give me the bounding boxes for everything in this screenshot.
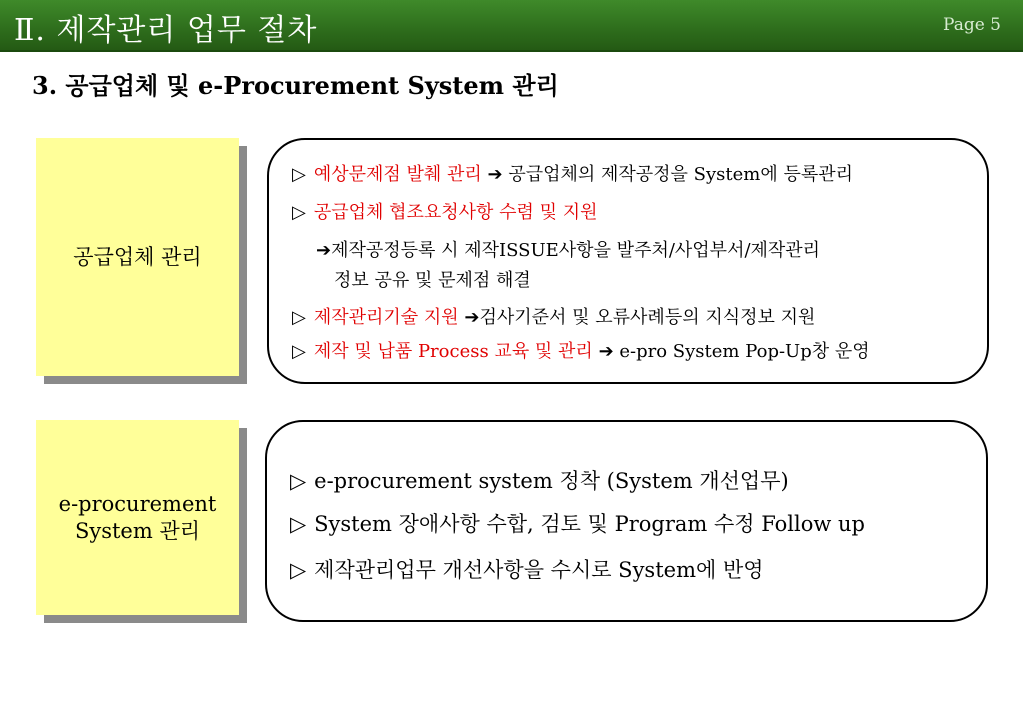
- triangle-icon: ▷: [290, 469, 307, 493]
- triangle-icon: ▷: [292, 307, 306, 328]
- arrow-icon: ➔: [598, 341, 614, 362]
- list-item: [292, 198, 598, 224]
- page-number: Page 5: [943, 15, 1001, 35]
- arrow-icon: ➔: [464, 307, 480, 328]
- list-item: [292, 160, 853, 186]
- triangle-icon: ▷: [290, 512, 307, 536]
- supplier-management-box: [36, 138, 239, 376]
- eprocurement-label-line1: e-procurement: [58, 491, 217, 516]
- item-highlight: 제작 및 납품 Process 교육 및 관리: [313, 341, 593, 362]
- page-subtitle: 3. 공급업체 및 e-Procurement System 관리: [32, 71, 559, 100]
- item-text: 제작관리업무 개선사항을 수시로 System에 반영: [314, 558, 764, 582]
- arrow-icon: ➔: [316, 240, 332, 261]
- header-bar: [0, 0, 1023, 52]
- item-text: 제작공정등록 시 제작ISSUE사항을 발주처/사업부서/제작관리: [331, 240, 821, 261]
- triangle-icon: ▷: [292, 341, 306, 362]
- item-text: 검사기준서 및 오류사례등의 지식정보 지원: [479, 307, 816, 328]
- item-text: e-procurement system 정착 (System 개선업무): [314, 469, 789, 493]
- item-highlight: 제작관리기술 지원: [313, 307, 459, 328]
- list-item: [290, 508, 865, 538]
- list-item: [292, 303, 815, 329]
- eprocurement-label-line2: System 관리: [74, 518, 201, 543]
- triangle-icon: ▷: [292, 202, 306, 223]
- section-title: Ⅱ. 제작관리 업무 절차: [14, 13, 318, 48]
- item-highlight: 공급업체 협조요청사항 수렴 및 지원: [313, 202, 598, 223]
- item-text: System 장애사항 수합, 검토 및 Program 수정 Follow up: [314, 512, 865, 536]
- item-text: e-pro System Pop-Up창 운영: [619, 341, 870, 362]
- eprocurement-management-box: [36, 420, 239, 615]
- triangle-icon: ▷: [292, 164, 306, 185]
- list-item: [334, 266, 531, 292]
- list-item: [316, 236, 820, 262]
- item-text: 공급업체의 제작공정을 System에 등록관리: [508, 164, 854, 185]
- item-text: 정보 공유 및 문제점 해결: [334, 270, 531, 291]
- list-item: [292, 337, 870, 363]
- list-item: [290, 554, 764, 584]
- item-highlight: 예상문제점 발췌 관리: [313, 164, 482, 185]
- arrow-icon: ➔: [487, 164, 503, 185]
- list-item: [290, 465, 789, 495]
- supplier-management-label: 공급업체 관리: [73, 244, 202, 269]
- triangle-icon: ▷: [290, 558, 307, 582]
